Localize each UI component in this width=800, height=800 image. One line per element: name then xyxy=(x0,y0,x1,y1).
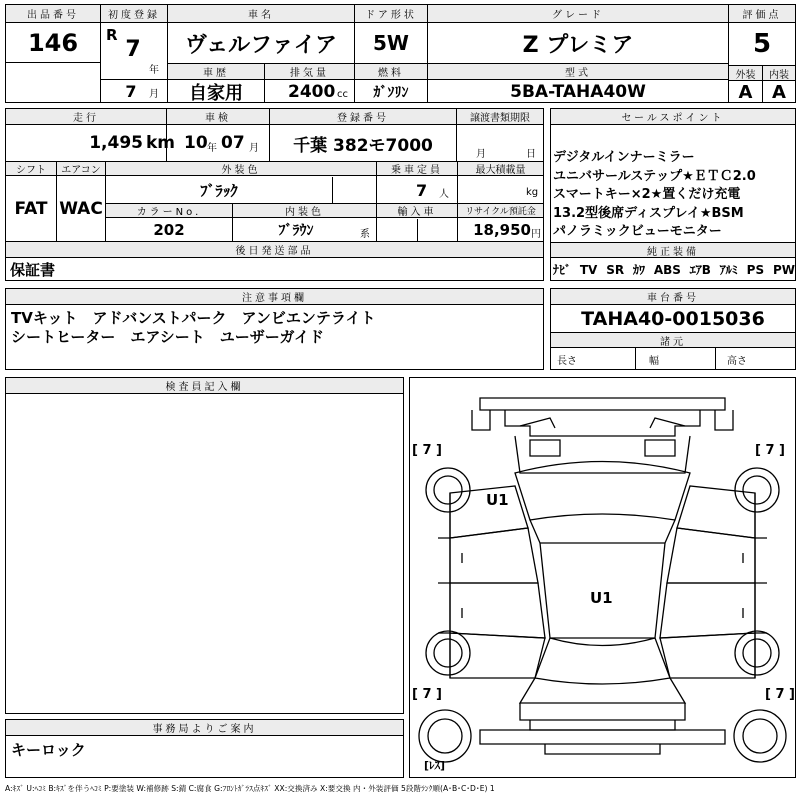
grade-header: グレード xyxy=(428,5,728,23)
first-registration-header: 初度登録 xyxy=(101,5,167,23)
sales-point: スマートキー×2★置くだけ充電 xyxy=(553,187,741,202)
shift-header: シフト xyxy=(6,162,56,176)
damage-legend: A:ｷｽﾞ U:ﾍｺﾐ B:ｷｽﾞを伴うﾍｺﾐ P:要塗装 W:補修跡 S:錆 C:腐食 G:ﾌﾛﾝﾄｶﾞﾗｽ点ｷｽﾞ XX:交換済み X:要交換 内・外装評価 5段階ﾗﾝｸ順(A･B･C･D･E) 1 xyxy=(5,784,495,793)
interior-color: ﾌﾞﾗｳﾝ xyxy=(278,223,314,239)
score-header: 評価点 xyxy=(729,5,795,23)
exterior-grade: A xyxy=(738,81,753,103)
sales-point: ユニバサールステップ★ＥＴＣ2.0 xyxy=(553,168,756,184)
max-load-header: 最大積載量 xyxy=(458,162,543,176)
interior-color-header: 内装色 xyxy=(233,204,376,218)
tire-rear-left: [ 7 ] xyxy=(412,686,442,702)
equipment-abs: ABS xyxy=(653,262,681,277)
transfer-day-unit: 日 xyxy=(526,148,536,160)
equipment-navi: ﾅﾋﾞ xyxy=(553,263,572,277)
chassis-number-header: 車台番号 xyxy=(551,289,795,305)
sales-point: デジタルインナーミラー xyxy=(553,150,695,165)
tire-front-left: [ 7 ] xyxy=(412,442,442,458)
notes-line: TVキット アドバンストパーク アンビエンテライト xyxy=(11,309,376,327)
damage-mark: U1 xyxy=(590,589,613,607)
year-unit: 年 xyxy=(149,64,159,76)
office-notes-section xyxy=(5,719,404,778)
equipment-header: 純正装備 xyxy=(551,243,795,258)
transfer-month-unit: 月 xyxy=(476,148,486,160)
notes-body xyxy=(11,309,541,347)
lot-number-header: 出品番号 xyxy=(6,5,100,23)
recycle-fee: 18,950 xyxy=(473,221,531,239)
grade: Z プレミア xyxy=(522,32,634,58)
width-label: 幅 xyxy=(649,355,659,367)
mileage-unit: km xyxy=(146,133,176,153)
header-section xyxy=(5,4,796,103)
interior-color-unit: 系 xyxy=(360,228,370,240)
inspection-year: 10 xyxy=(184,133,208,153)
lot-number: 146 xyxy=(27,29,79,57)
chassis-number: TAHA40-0015036 xyxy=(581,308,765,330)
era: R xyxy=(106,26,118,44)
spare-tire-label: [ﾚｽ] xyxy=(424,759,446,772)
car-name-header: 車名 xyxy=(168,5,354,23)
car-history-header: 車歴 xyxy=(168,64,264,80)
mileage-header: 走行 xyxy=(6,109,166,125)
equipment-sunroof: SR xyxy=(606,262,625,277)
office-notes: キーロック xyxy=(11,740,86,759)
inspection-month-unit: 月 xyxy=(249,142,259,154)
aircon: WAC xyxy=(59,199,103,219)
score: 5 xyxy=(752,29,772,59)
first-registration-month: 7 xyxy=(125,81,137,101)
inspector-section xyxy=(5,377,404,714)
sales-point: パノラミックビューモニター xyxy=(553,224,722,239)
car-history: 自家用 xyxy=(189,82,243,104)
displacement-header: 排気量 xyxy=(265,64,354,80)
recycle-fee-header: リサイクル預託金 xyxy=(458,204,543,218)
interior-grade: A xyxy=(772,81,786,103)
tire-front-right: [ 7 ] xyxy=(755,442,785,458)
inspector-header: 検査員記入欄 xyxy=(6,378,403,394)
first-registration-year: 7 xyxy=(125,36,141,62)
exterior-color: ﾌﾞﾗｯｸ xyxy=(200,181,238,200)
vehicle-info-section xyxy=(5,108,544,281)
sales-points-section xyxy=(550,108,796,281)
fuel-header: 燃料 xyxy=(355,64,427,80)
capacity-header: 乗車定員 xyxy=(377,162,457,176)
equipment-leather: ｶﾜ xyxy=(632,263,645,277)
dimensions-header: 諸元 xyxy=(551,333,795,348)
capacity: 7 xyxy=(416,180,428,200)
door-type-header: ドア形状 xyxy=(355,5,427,23)
damage-diagram xyxy=(409,377,796,778)
month-unit: 月 xyxy=(149,88,159,100)
notes-line: シートヒーター エアシート ユーザーガイド xyxy=(11,328,325,346)
door-type: 5W xyxy=(373,31,409,55)
equipment-list xyxy=(553,259,795,280)
height-label: 高さ xyxy=(727,355,747,367)
inspection-header: 車検 xyxy=(167,109,269,125)
model-code: 5BA-TAHA40W xyxy=(510,81,646,102)
sales-point: 13.2型後席ディスプレイ★BSM xyxy=(553,205,744,221)
plate-number: 千葉 382モ7000 xyxy=(293,135,433,156)
interior-grade-header: 内装 xyxy=(763,66,795,81)
later-parts-header: 後日発送部品 xyxy=(6,242,543,258)
recycle-fee-unit: 円 xyxy=(531,228,541,240)
car-outline xyxy=(410,378,795,777)
inspection-year-unit: 年 xyxy=(207,142,217,154)
later-parts: 保証書 xyxy=(10,261,56,279)
exterior-color-header: 外装色 xyxy=(106,162,376,176)
displacement-unit: cc xyxy=(337,88,348,100)
displacement: 2400 xyxy=(288,81,336,102)
aircon-header: エアコン xyxy=(57,162,105,176)
max-load-unit: kg xyxy=(526,186,539,198)
office-notes-header: 事務局よりご案内 xyxy=(6,720,403,736)
mileage: 1,495 xyxy=(89,133,143,153)
sales-points-header: セールスポイント xyxy=(551,109,795,125)
import-header: 輸入車 xyxy=(377,204,457,218)
capacity-unit: 人 xyxy=(439,188,449,200)
fuel: ｶﾞｿﾘﾝ xyxy=(373,84,409,101)
model-code-header: 型式 xyxy=(428,64,728,80)
tire-rear-right: [ 7 ] xyxy=(765,686,795,702)
plate-header: 登録番号 xyxy=(270,109,456,125)
shift: FAT xyxy=(14,199,48,219)
equipment-ps: PS xyxy=(746,262,765,277)
sales-points-list xyxy=(553,149,795,247)
equipment-airbag: ｴｱB xyxy=(689,263,711,277)
length-label: 長さ xyxy=(557,355,577,367)
chassis-section xyxy=(550,288,796,370)
transfer-deadline-header: 譲渡書類期限 xyxy=(457,109,543,125)
color-number-header: カラーNo. xyxy=(106,204,232,218)
color-number: 202 xyxy=(153,221,185,239)
inspection-month: 07 xyxy=(221,133,245,153)
equipment-alloy: ｱﾙﾐ xyxy=(719,263,738,277)
notes-section xyxy=(5,288,544,370)
notes-header: 注意事項欄 xyxy=(6,289,543,305)
car-name: ヴェルファイア xyxy=(184,32,338,58)
equipment-tv: TV xyxy=(579,262,598,277)
damage-mark: U1 xyxy=(486,491,509,509)
exterior-grade-header: 外装 xyxy=(729,66,762,81)
equipment-pw: PW xyxy=(772,262,795,277)
